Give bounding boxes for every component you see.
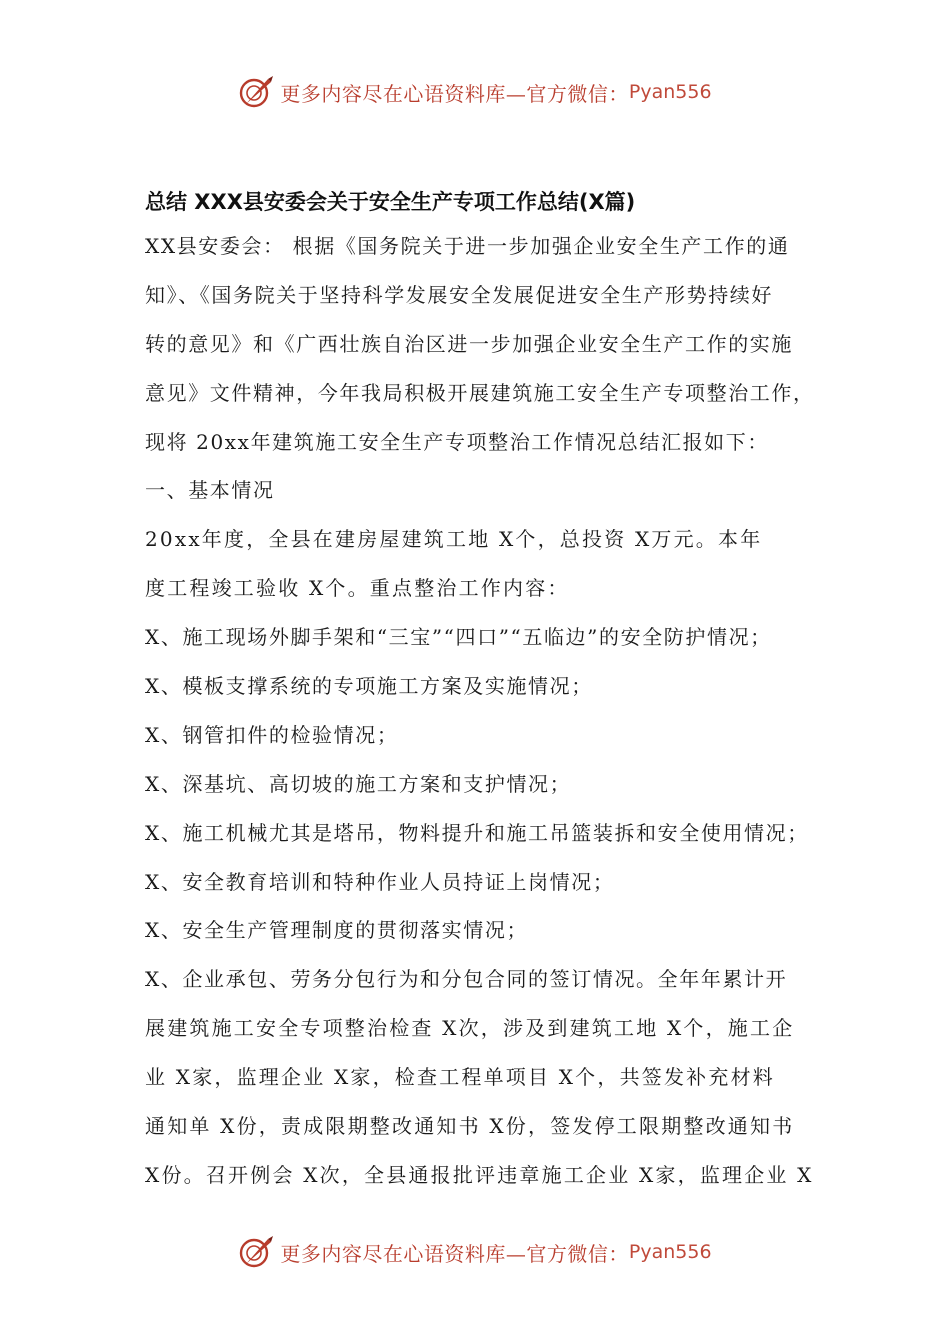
footer-banner <box>0 1230 950 1274</box>
paragraph-line: 转的意见》和《广西壮族自治区进一步加强企业安全生产工作的实施 <box>145 331 793 356</box>
list-item: X、企业承包、劳务分包行为和分包合同的签订情况。全年年累计开 <box>145 967 788 992</box>
wechat-id: Pyan556 <box>628 1241 712 1263</box>
paragraph-line: XX县安委会： 根据《国务院关于进一步加强企业安全生产工作的通 <box>145 234 790 258</box>
section-heading: 一、基本情况 <box>145 478 275 503</box>
document-body <box>145 182 825 1200</box>
list-item: X、钢管扣件的检验情况； <box>145 722 399 747</box>
wechat-id: Pyan556 <box>628 81 712 103</box>
header-banner <box>0 70 950 114</box>
paragraph-line: 展建筑施工安全专项整治检查 X次，涉及到建筑工地 X个，施工企 <box>145 1016 795 1041</box>
paragraph-line: 知》、《国务院关于坚持科学发展安全发展促进安全生产形势持续好 <box>145 282 773 307</box>
banner-text: 更多内容尽在心语资料库—官方微信： <box>280 1241 629 1266</box>
list-item: X、施工机械尤其是塔吊，物料提升和施工吊篮装拆和安全使用情况； <box>145 820 809 845</box>
paragraph-line: 意见》文件精神，今年我局积极开展建筑施工安全生产专项整治工作， <box>145 380 815 405</box>
paragraph-line: 现将 20xx年建筑施工安全生产专项整治工作情况总结汇报如下： <box>145 429 769 454</box>
paragraph-line: 通知单 X份，责成限期整改通知书 X份，签发停工限期整改通知书 <box>145 1114 795 1139</box>
list-item: X、深基坑、高切坡的施工方案和支护情况； <box>145 771 572 796</box>
paragraph-line: X份。召开例会 X次，全县通报批评违章施工企业 X家，监理企业 X <box>145 1162 814 1187</box>
list-item: X、安全教育培训和特种作业人员持证上岗情况； <box>145 869 615 894</box>
quill-pen-logo-icon <box>238 74 274 110</box>
paragraph-line: 度工程竣工验收 X个。重点整治工作内容： <box>145 576 570 601</box>
paragraph-line: 业 X家，监理企业 X家，检查工程单项目 X个，共签发补充材料 <box>145 1065 775 1090</box>
banner-text: 更多内容尽在心语资料库—官方微信： <box>280 81 629 106</box>
list-item: X、模板支撑系统的专项施工方案及实施情况； <box>145 674 593 699</box>
list-item: X、安全生产管理制度的贯彻落实情况； <box>145 918 529 943</box>
document-title: 总结 XXX县安委会关于安全生产专项工作总结(X篇) <box>145 190 636 214</box>
quill-pen-logo-icon <box>238 1234 274 1270</box>
paragraph-line: 20xx年度，全县在建房屋建筑工地 X个，总投资 X万元。本年 <box>145 527 763 552</box>
list-item: X、施工现场外脚手架和“三宝”“四口”“五临边”的安全防护情况； <box>145 625 772 650</box>
